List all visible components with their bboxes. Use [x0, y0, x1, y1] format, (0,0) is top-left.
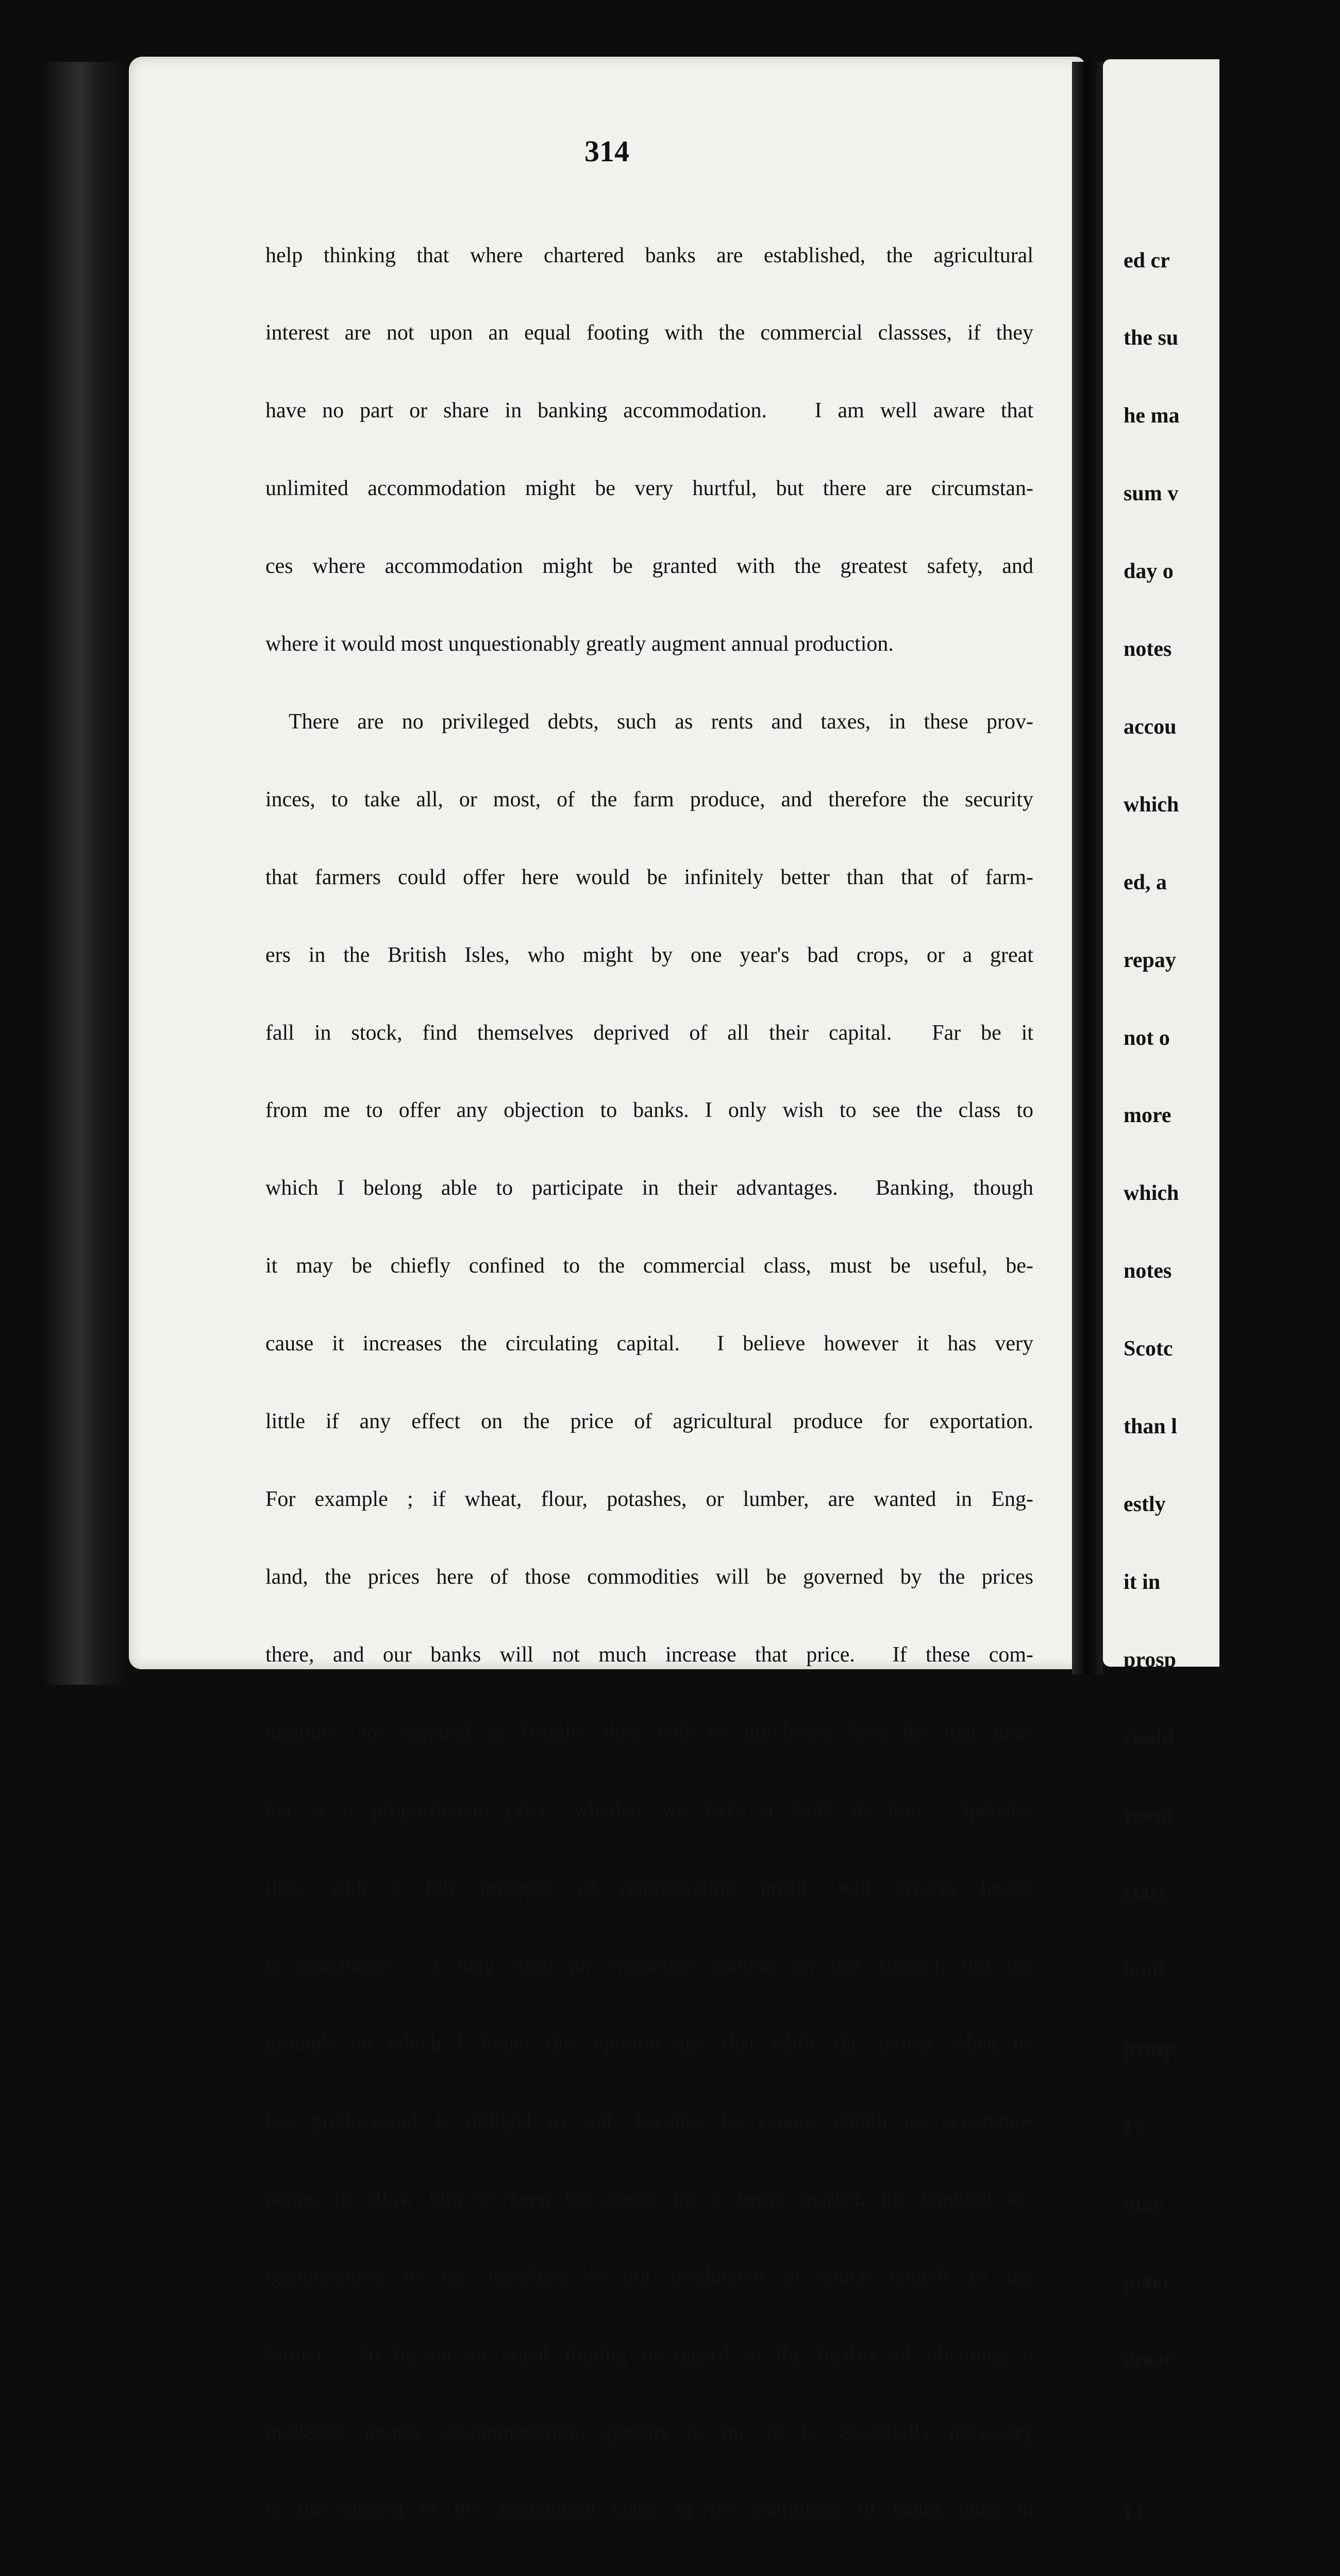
- facing-page: [1103, 59, 1219, 2527]
- text-line: There are no privileged debts, such as rents and taxes, in these prov-: [289, 709, 1033, 734]
- text-line: where it would most unquestionably greatly augment annual production.: [265, 632, 894, 656]
- text-line: little if any effect on the price of agricultural produce for exportation.: [265, 1409, 1033, 1433]
- book-page: [129, 57, 1085, 2522]
- text-line: land, the prices here of those commodities will be governed by the prices: [265, 1565, 1033, 1589]
- facing-text-line: more: [1124, 1104, 1171, 1128]
- facing-text-line: estly: [1124, 1492, 1166, 1516]
- text-line: farmer. To be on an equal footing in regard to the facility of obtaining a: [265, 2342, 1033, 2366]
- facing-text-line: prosp: [1124, 1648, 1176, 1672]
- book-left-edge: [46, 62, 124, 1685]
- facing-text-line: may: [1124, 2192, 1163, 2216]
- facing-text-line: not o: [1124, 1026, 1170, 1050]
- text-line: tion, with a fair prospect of remunerating profit, will always insure: [265, 1876, 1033, 1900]
- facing-text-line: Scotc: [1124, 1337, 1173, 1361]
- facing-text-line: could: [1124, 1725, 1175, 1750]
- text-line: from me to offer any objection to banks. I only wish to see the class to: [265, 1098, 1033, 1123]
- facing-text-line: prosp: [1124, 2037, 1176, 2061]
- text-line: moderate money accommodation, appears to me to be essentially necessary: [265, 2420, 1033, 2444]
- facing-text-line: day o: [1124, 560, 1174, 584]
- facing-text-line: it in: [1124, 1570, 1161, 1594]
- facing-text-line: than l: [1124, 1414, 1177, 1438]
- facing-text-line: which: [1124, 792, 1179, 817]
- facing-text-line: ed, a: [1124, 870, 1167, 894]
- text-line: there, and our banks will not much increase that price. If these com-: [265, 1642, 1033, 1667]
- facing-text-line: class: [1124, 1881, 1167, 1905]
- facing-text-line: I s: [1124, 2114, 1146, 2138]
- facing-text-line: notes: [1124, 637, 1172, 662]
- facing-text-line: sum v: [1124, 482, 1179, 506]
- page-number: 314: [584, 134, 629, 168]
- text-line: inces, to take all, or most, of the farm produce, and therefore the security: [265, 787, 1033, 811]
- text-line: have no part or share in banking accommodation. I am well aware that: [265, 399, 1033, 423]
- facing-text-line: the su: [1124, 326, 1179, 350]
- text-line: interest are not upon an equal footing with the commercial classses, if they: [265, 321, 1033, 345]
- text-line: fall in stock, find themselves deprived of all their capital. Far be it: [265, 1021, 1033, 1045]
- text-line: commodation to the merchant is not productive of much benefit to the: [265, 2264, 1033, 2289]
- text-line: us purchasers. I may form an erroneous opinion on this subject, but the: [265, 1954, 1033, 1978]
- text-line: cause it increases the circulating capital. I believe however it has very: [265, 1332, 1033, 1356]
- text-line: dation to allow him to keep his goods for a better market, the banking ac-: [265, 2187, 1033, 2211]
- text-line: For example ; if wheat, flour, potashes, or lumber, are wanted in Eng-: [265, 1487, 1033, 1511]
- text-line: it may be chiefly confined to the commercial class, must be useful, be-: [265, 1254, 1033, 1278]
- text-line: to the interest of the agricultural class, or the usefulness of banks must in: [265, 2498, 1033, 2522]
- facing-text-line: notes: [1124, 1259, 1172, 1283]
- text-line: unlimited accommodation might be very hurtful, but there are circumstan-: [265, 477, 1033, 501]
- facing-text-line: peter: [1124, 2269, 1172, 2294]
- text-line: that farmers could offer here would be infinitely better than that of farm-: [265, 865, 1033, 889]
- facing-text-line: accou: [1124, 715, 1177, 739]
- facing-text-line: repay: [1124, 948, 1176, 972]
- facing-text-line: land: [1124, 1959, 1165, 1983]
- facing-text-line: reaso: [1124, 1803, 1172, 1827]
- text-line: help thinking that where chartered banks are established, the agricultural: [265, 243, 1033, 267]
- text-line: ers in the British Isles, who might by one year's bad crops, or a great: [265, 943, 1033, 967]
- facing-text-line: he ma: [1124, 404, 1180, 428]
- facing-page-text: [1124, 196, 1340, 2576]
- text-line: ket at a proportionate price, whether we have a bank or not. Specula-: [265, 1798, 1033, 1822]
- text-line: which I belong able to participate in their advantages. Banking, though: [265, 1176, 1033, 1200]
- text-line: has produce,and is obliged to sell, because he cannot obtain an accommo-: [265, 2109, 1033, 2133]
- facing-text-line: ed cr: [1124, 248, 1170, 273]
- facing-paragraph-gap: [1124, 2425, 1340, 2450]
- facing-text-line: I l: [1124, 2503, 1144, 2527]
- facing-text-line: which: [1124, 1181, 1179, 1206]
- book-gutter: [1072, 62, 1103, 1674]
- page-body-text: [265, 191, 1033, 2576]
- facing-text-line: great: [1124, 2347, 1171, 2371]
- text-line: grounds on which I found this opinion are, that while the farmer when he: [265, 2031, 1033, 2056]
- text-line: ces where accommodation might be granted with the greatest safety, and: [265, 554, 1033, 579]
- text-line: modities are required in Britain, they will be purchased here for that mar-: [265, 1720, 1033, 1744]
